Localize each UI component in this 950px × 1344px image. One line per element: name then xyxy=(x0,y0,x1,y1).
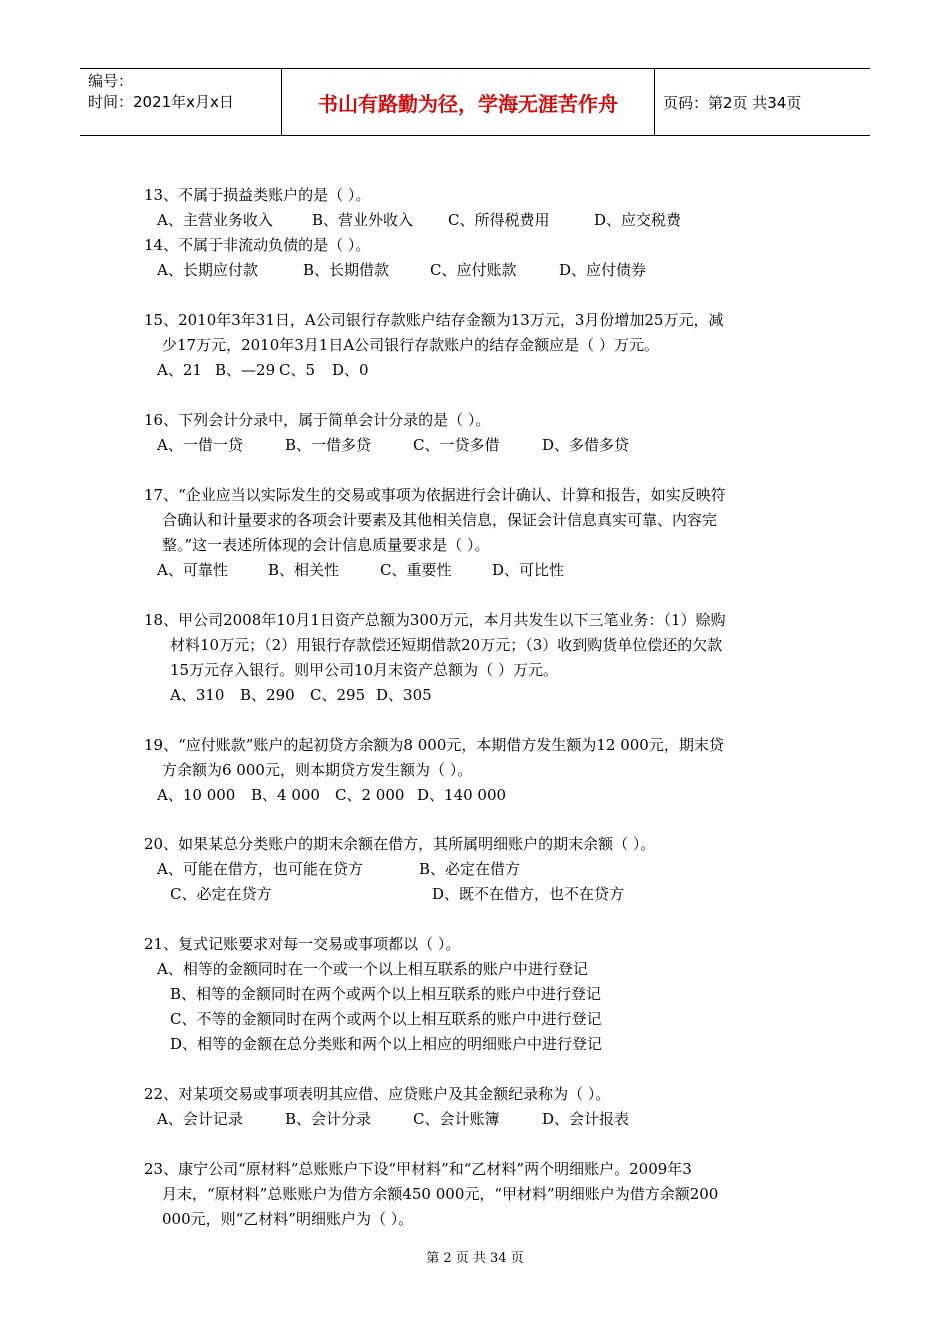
option-a: A、一借一贷 xyxy=(157,436,243,454)
option-d: D、应交税费 xyxy=(594,211,682,229)
option-d: D、可比性 xyxy=(492,561,565,579)
option-d: D、0 xyxy=(332,361,369,379)
question-17-line-1: 17、“企业应当以实际发生的交易或事项为依据进行会计确认、计算和报告，如实反映符 xyxy=(144,486,726,504)
option-b: B、营业外收入 xyxy=(312,211,414,229)
option-c: C、必定在贷方 xyxy=(170,885,272,903)
option-c: C、所得税费用 xyxy=(448,211,550,229)
question-13-line-1: 13、不属于损益类账户的是（ ）。 xyxy=(144,186,371,204)
option-a: A、主营业务收入 xyxy=(157,211,273,229)
option-b: B、相关性 xyxy=(268,561,340,579)
question-17-options xyxy=(157,560,564,580)
question-21-option-b: B、相等的金额同时在两个或两个以上相互联系的账户中进行登记 xyxy=(170,985,602,1003)
number-label: 编号： xyxy=(88,72,134,90)
option-c: C、重要性 xyxy=(380,561,452,579)
option-a: A、310 xyxy=(170,686,225,704)
question-15-line-2: 少17万元，2010年3月1日A公司银行存款账户的结存金额应是（ ）万元。 xyxy=(162,336,659,354)
header-meta xyxy=(80,69,282,135)
question-21-option-c: C、不等的金额同时在两个或两个以上相互联系的账户中进行登记 xyxy=(170,1010,602,1028)
option-d: D、305 xyxy=(376,686,432,704)
option-b: B、会计分录 xyxy=(285,1110,372,1128)
option-b: B、必定在借方 xyxy=(419,860,521,878)
option-a: A、长期应付款 xyxy=(157,261,258,279)
question-17-line-3: 整。”这一表述所体现的会计信息质量要求是（ ）。 xyxy=(162,536,490,554)
option-b: B、长期借款 xyxy=(303,261,390,279)
question-15-line-1: 15、2010年3年31日，A公司银行存款账户结存金额为13万元，3月份增加25万元，减 xyxy=(144,311,724,329)
header-motto: 书山有路勤为径，学海无涯苦作舟 xyxy=(282,69,655,135)
page-footer xyxy=(0,1247,950,1266)
question-13-options xyxy=(157,210,681,230)
question-18-line-1: 18、甲公司2008年10月1日资产总额为300万元，本月共发生以下三笔业务：（1）赊购 xyxy=(144,611,726,629)
option-c: C、会计账簿 xyxy=(413,1110,500,1128)
option-b: B、4 000 xyxy=(251,786,320,804)
option-d: D、多借多贷 xyxy=(542,436,630,454)
option-c: C、5 xyxy=(279,361,316,379)
question-19-line-2: 方余额为6 000元，则本期贷方发生额为（ ）。 xyxy=(162,761,473,779)
option-a: A、21 xyxy=(157,361,202,379)
question-21-option-a: A、相等的金额同时在一个或一个以上相互联系的账户中进行登记 xyxy=(157,960,588,978)
option-c: C、应付账款 xyxy=(430,261,517,279)
option-d: D、既不在借方，也不在贷方 xyxy=(432,885,625,903)
option-b: B、一借多贷 xyxy=(285,436,372,454)
question-21-line-1: 21、复式记账要求对每一交易或事项都以（ ）。 xyxy=(144,935,461,953)
option-d: D、会计报表 xyxy=(542,1110,630,1128)
question-15-options xyxy=(157,360,369,380)
time-line: 时间：2021年x月x日 xyxy=(88,93,234,111)
option-c: C、295 xyxy=(310,686,366,704)
question-23-line-1: 23、康宁公司“原材料”总账账户下设“甲材料”和“乙材料”两个明细账户。2009年3 xyxy=(144,1160,692,1178)
footer-page-number: 第 2 页 共 34 页 xyxy=(426,1251,524,1266)
question-16-line-1: 16、下列会计分录中，属于简单会计分录的是（ ）。 xyxy=(144,411,491,429)
option-c: C、2 000 xyxy=(335,786,405,804)
question-20-line-1: 20、如果某总分类账户的期末余额在借方，其所属明细账户的期末余额（ ）。 xyxy=(144,835,656,853)
option-a: A、会计记录 xyxy=(157,1110,243,1128)
question-14-options xyxy=(157,260,646,280)
option-a: A、可能在借方，也可能在贷方 xyxy=(157,860,363,878)
page-header xyxy=(80,68,870,136)
option-c: C、一贷多借 xyxy=(413,436,500,454)
question-16-options xyxy=(157,435,629,455)
question-20-options-row-1 xyxy=(157,859,520,879)
option-b: B、290 xyxy=(240,686,295,704)
question-19-options xyxy=(157,785,506,805)
question-22-options xyxy=(157,1109,629,1129)
question-19-line-1: 19、“应付账款”账户的起初贷方余额为8 000元，本期借方发生额为12 000元，期末贷 xyxy=(144,736,724,754)
question-23-line-2: 月末，“原材料”总账账户为借方余额450 000元，“甲材料”明细账户为借方余额200 xyxy=(162,1185,719,1203)
question-14-line-1: 14、不属于非流动负债的是（ ）。 xyxy=(144,236,371,254)
question-22-line-1: 22、对某项交易或事项表明其应借、应贷账户及其金额纪录称为（ ）。 xyxy=(144,1085,611,1103)
option-a: A、10 000 xyxy=(157,786,236,804)
question-18-line-3: 15万元存入银行。则甲公司10月末资产总额为（ ）万元。 xyxy=(170,661,558,679)
question-18-line-2: 材料10万元；（2）用银行存款偿还短期借款20万元；（3）收到购货单位偿还的欠款 xyxy=(170,636,723,654)
option-d: D、应付债券 xyxy=(559,261,647,279)
question-17-line-2: 合确认和计量要求的各项会计要素及其他相关信息，保证会计信息真实可靠、内容完 xyxy=(162,511,718,529)
question-20-options-row-2 xyxy=(170,884,624,904)
option-b: B、—29 xyxy=(215,361,276,379)
question-21-option-d: D、相等的金额在总分类账和两个以上相应的明细账户中进行登记 xyxy=(170,1035,603,1053)
header-page-info: 页码：第2页 共34页 xyxy=(663,93,802,112)
option-a: A、可靠性 xyxy=(157,561,228,579)
question-18-options xyxy=(170,685,432,705)
question-23-line-3: 000元，则“乙材料”明细账户为（ ）。 xyxy=(162,1210,414,1228)
option-d: D、140 000 xyxy=(417,786,507,804)
